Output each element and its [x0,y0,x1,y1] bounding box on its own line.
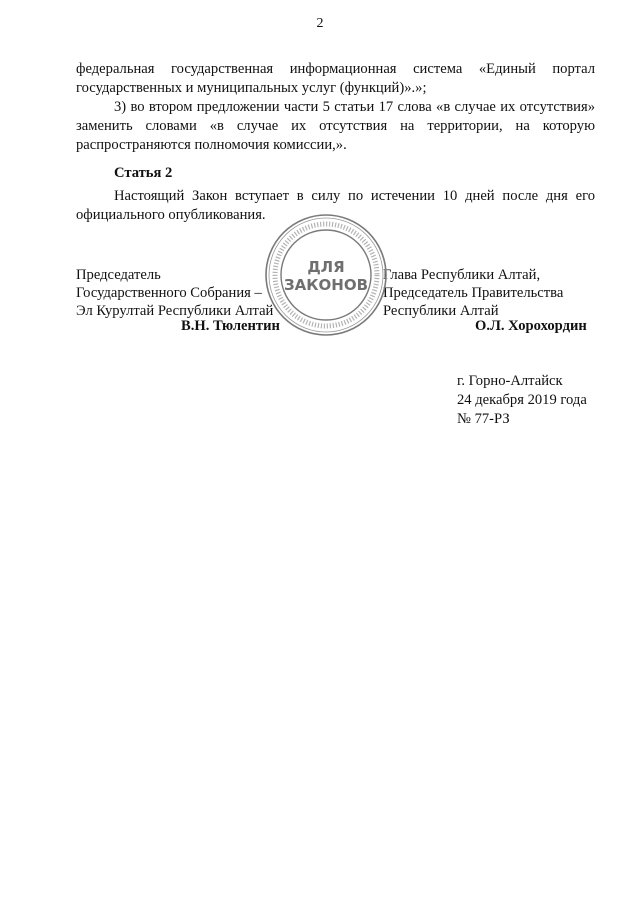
article-2-heading: Статья 2 [114,165,173,181]
paragraph-amendment-3: 3) во втором предложении части 5 статьи 17 слова «в случае их отсутствия» заменить словами «в случае их отсутствия на территории, на которую распространяются полномочия комиссии,». [76,99,595,153]
stamp-text-line-2: ЗАКОНОВ [283,276,369,294]
left-title-line-3: Эл Курултай Республики Алтай [76,303,274,319]
right-title-line-3: Республики Алтай [383,303,499,319]
document-body [76,60,595,225]
page-number: 2 [316,16,324,31]
left-title-line-2: Государственного Собрания – [76,285,262,301]
signing-date: 24 декабря 2019 года [457,392,587,408]
signature-block-right [383,266,563,320]
signature-block-left [76,266,273,320]
paragraph-entry-into-force: Настоящий Закон вступает в силу по истечении 10 дней после дня его официального опубликования. [76,188,595,223]
right-title-line-1: Глава Республики Алтай, [383,267,541,283]
official-stamp [263,212,389,338]
place-date-number [457,372,587,429]
left-signatory-name: В.Н. Тюлентин [181,318,280,334]
paragraph-portal-name: федеральная государственная информационная система «Единый портал государственных и муниципальных услуг (функций)».»; [76,61,595,96]
left-title-line-1: Председатель [76,267,161,283]
right-title-line-2: Председатель Правительства [383,285,564,301]
law-number: № 77-РЗ [457,411,510,427]
city-of-signing: г. Горно-Алтайск [457,373,563,389]
right-signatory-name: О.Л. Хорохордин [475,318,587,334]
stamp-text-line-1: ДЛЯ [307,258,345,276]
